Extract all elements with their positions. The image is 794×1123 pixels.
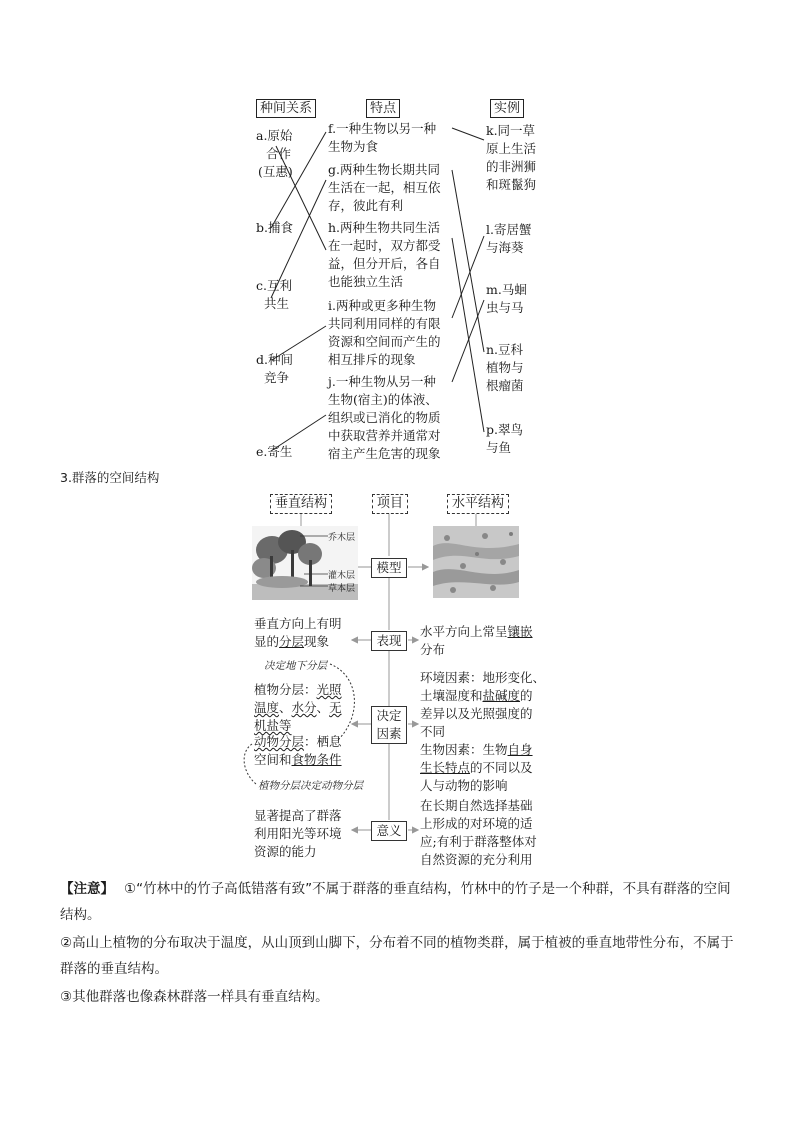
- feature-h-line: 也能独立生活: [328, 274, 404, 289]
- example-l-line: l.寄居蟹: [486, 222, 532, 237]
- section3-title: 3.群落的空间结构: [60, 470, 160, 485]
- example-k-line: 原上生活: [486, 141, 537, 156]
- type-c-line1: c.互利: [256, 278, 292, 293]
- item-factor-line1: 决定: [376, 708, 402, 723]
- horizontal-factor-line5: [420, 740, 533, 760]
- horizontal-factor-line2: [420, 686, 533, 706]
- separator: 、: [279, 700, 292, 715]
- plant-factor-water: 水分: [291, 700, 317, 715]
- bio-text: 的不同以及: [470, 760, 533, 775]
- horizontal-meaning-line3: 应;有利于群落整体对: [420, 834, 537, 849]
- vertical-show-text: 显的: [254, 634, 280, 649]
- plant-factor-light: 光照: [316, 682, 342, 697]
- note-label: 【注意】: [60, 881, 114, 897]
- forest-layers-illustration: [252, 526, 358, 600]
- horizontal-show-text: 水平方向上常呈: [420, 624, 508, 639]
- feature-h-line: h.两种生物共同生活: [328, 220, 441, 235]
- type-a-line1: a.原始: [256, 128, 293, 143]
- feature-j-line: 中获取营养并通常对: [328, 428, 441, 443]
- feature-i-line: 共同利用同样的有限: [328, 316, 441, 331]
- feature-h-line: 益，但分开后，各自: [328, 256, 441, 271]
- animal-factor-space: 空间和: [254, 752, 292, 767]
- example-n-line: n.豆科: [486, 342, 524, 357]
- bio-keyword: 自身: [507, 742, 533, 757]
- header-horizontal: 水平结构: [447, 494, 509, 514]
- vertical-show-text: 现象: [304, 634, 330, 649]
- vertical-factor-line4: [254, 732, 342, 752]
- horizontal-meaning-line4: 自然资源的充分利用: [420, 852, 533, 867]
- vertical-meaning-line2: 利用阳光等环境: [254, 826, 342, 841]
- bio-keyword: 生长特点: [420, 760, 471, 775]
- feature-h-line: 在一起时，双方都受: [328, 238, 441, 253]
- type-d-line2: 竞争: [264, 370, 290, 385]
- vertical-meaning-line1: 显著提高了群落: [254, 808, 342, 823]
- horizontal-factor-line1: 环境因素：地形变化、: [420, 670, 546, 685]
- vertical-factor-line2: [254, 698, 342, 718]
- example-l-line: 与海葵: [486, 240, 524, 255]
- layer-shrub-label: 灌木层: [328, 571, 356, 581]
- type-e: e.寄生: [256, 444, 293, 459]
- vertical-factor-line1: [254, 680, 342, 700]
- header-vertical: 垂直结构: [270, 494, 332, 514]
- feature-i-line: 相互排斥的现象: [328, 352, 416, 367]
- item-factor-line2: 因素: [376, 726, 402, 741]
- feature-j-line: j.一种生物从另一种: [328, 374, 436, 389]
- item-show-box: 表现: [371, 631, 407, 651]
- note-2: ②高山上植物的分布取决于温度，从山顶到山脚下，分布着不同的植物类群，属于植被的垂直地带性分布，不属于群落的垂直结构。: [60, 935, 734, 977]
- note-1-text: ①“竹林中的竹子高低错落有致”不属于群落的垂直结构，竹林中的竹子是一个种群，不具有群落的空间结构。: [60, 881, 731, 923]
- example-n-line: 根瘤菌: [486, 378, 524, 393]
- feature-i-line: i.两种或更多种生物: [328, 298, 436, 313]
- layer-herb-label: 草本层: [328, 584, 356, 594]
- plant-factor-temp: 温度: [254, 700, 280, 715]
- example-k-line: 的非洲狮: [486, 159, 537, 174]
- example-p-line: p.翠鸟: [486, 422, 523, 437]
- feature-g-line: 生活在一起，相互依: [328, 180, 441, 195]
- example-k-line: k.同一草: [486, 123, 536, 138]
- vertical-show-line2: [254, 632, 329, 652]
- header-relation-type: 种间关系: [256, 99, 316, 118]
- plant-factor-mineral-rest: 机盐等: [254, 718, 292, 733]
- feature-f-line: f.一种生物以另一种: [328, 121, 437, 136]
- horizontal-show-line1: [420, 622, 533, 642]
- handnote-top: 决定地下分层: [264, 660, 327, 672]
- animal-factor-text: ：栖息: [304, 734, 342, 749]
- vertical-show-line1: 垂直方向上有明: [254, 616, 342, 631]
- note-3: ③其他群落也像森林群落一样具有垂直结构。: [60, 989, 329, 1005]
- horizontal-show-keyword: 镶嵌: [507, 624, 533, 639]
- type-b: b.捕食: [256, 220, 293, 235]
- env-text: 的: [520, 688, 533, 703]
- example-m-line: 虫与马: [486, 300, 524, 315]
- horizontal-factor-line3: 差异以及光照强度的: [420, 706, 533, 721]
- item-model-box: 模型: [371, 558, 407, 578]
- layer-tree-label: 乔木层: [328, 533, 356, 543]
- feature-j-line: 宿主产生危害的现象: [328, 446, 441, 461]
- item-factor-box: [371, 706, 407, 744]
- feature-f-line: 生物为食: [328, 139, 379, 154]
- feature-g-line: g.两种生物长期共同: [328, 162, 440, 177]
- vertical-meaning-line3: 资源的能力: [254, 844, 317, 859]
- feature-j-line: 生物(宿主)的体液、: [328, 392, 438, 407]
- type-c-line2: 共生: [264, 296, 290, 311]
- horizontal-factor-line4: 不同: [420, 724, 446, 739]
- mosaic-svg: [433, 526, 519, 598]
- feature-j-line: 组织或已消化的物质: [328, 410, 441, 425]
- animal-layer-label: 动物分层: [254, 734, 305, 749]
- plant-layer-label: 植物分层：: [254, 682, 317, 697]
- handnote-bottom: 植物分层决定动物分层: [258, 780, 363, 792]
- horizontal-meaning-line2: 上形成的对环境的适: [420, 816, 533, 831]
- feature-i-line: 资源和空间而产生的: [328, 334, 441, 349]
- bio-text: 生物因素：生物: [420, 742, 508, 757]
- example-m-line: m.马蛔: [486, 282, 527, 297]
- feature-g-line: 存，彼此有利: [328, 198, 404, 213]
- horizontal-mosaic-illustration: [433, 526, 519, 598]
- note-1: [60, 876, 740, 928]
- horizontal-show-line2: 分布: [420, 642, 446, 657]
- header-example: 实例: [490, 99, 524, 118]
- example-n-line: 植物与: [486, 360, 524, 375]
- animal-factor-food: 食物条件: [291, 752, 342, 767]
- vertical-show-keyword: 分层: [279, 634, 305, 649]
- header-item: 项目: [372, 494, 408, 514]
- horizontal-factor-line6: [420, 758, 533, 778]
- type-a-line2: 合作: [266, 146, 292, 161]
- separator: 、: [316, 700, 330, 715]
- horizontal-factor-line7: 人与动物的影响: [420, 778, 508, 793]
- item-meaning-box: 意义: [371, 821, 407, 841]
- example-k-line: 和斑鬣狗: [486, 177, 537, 192]
- env-text: 土壤湿度和: [420, 688, 483, 703]
- header-feature: 特点: [366, 99, 400, 118]
- horizontal-meaning-line1: 在长期自然选择基础: [420, 798, 533, 813]
- plant-factor-mineral: 无: [329, 700, 342, 715]
- type-a-line3: (互惠): [258, 164, 293, 179]
- type-d-line1: d.种间: [256, 352, 293, 367]
- example-p-line: 与鱼: [486, 440, 512, 455]
- vertical-factor-line5: [254, 750, 342, 770]
- env-keyword: 盐碱度: [482, 688, 521, 703]
